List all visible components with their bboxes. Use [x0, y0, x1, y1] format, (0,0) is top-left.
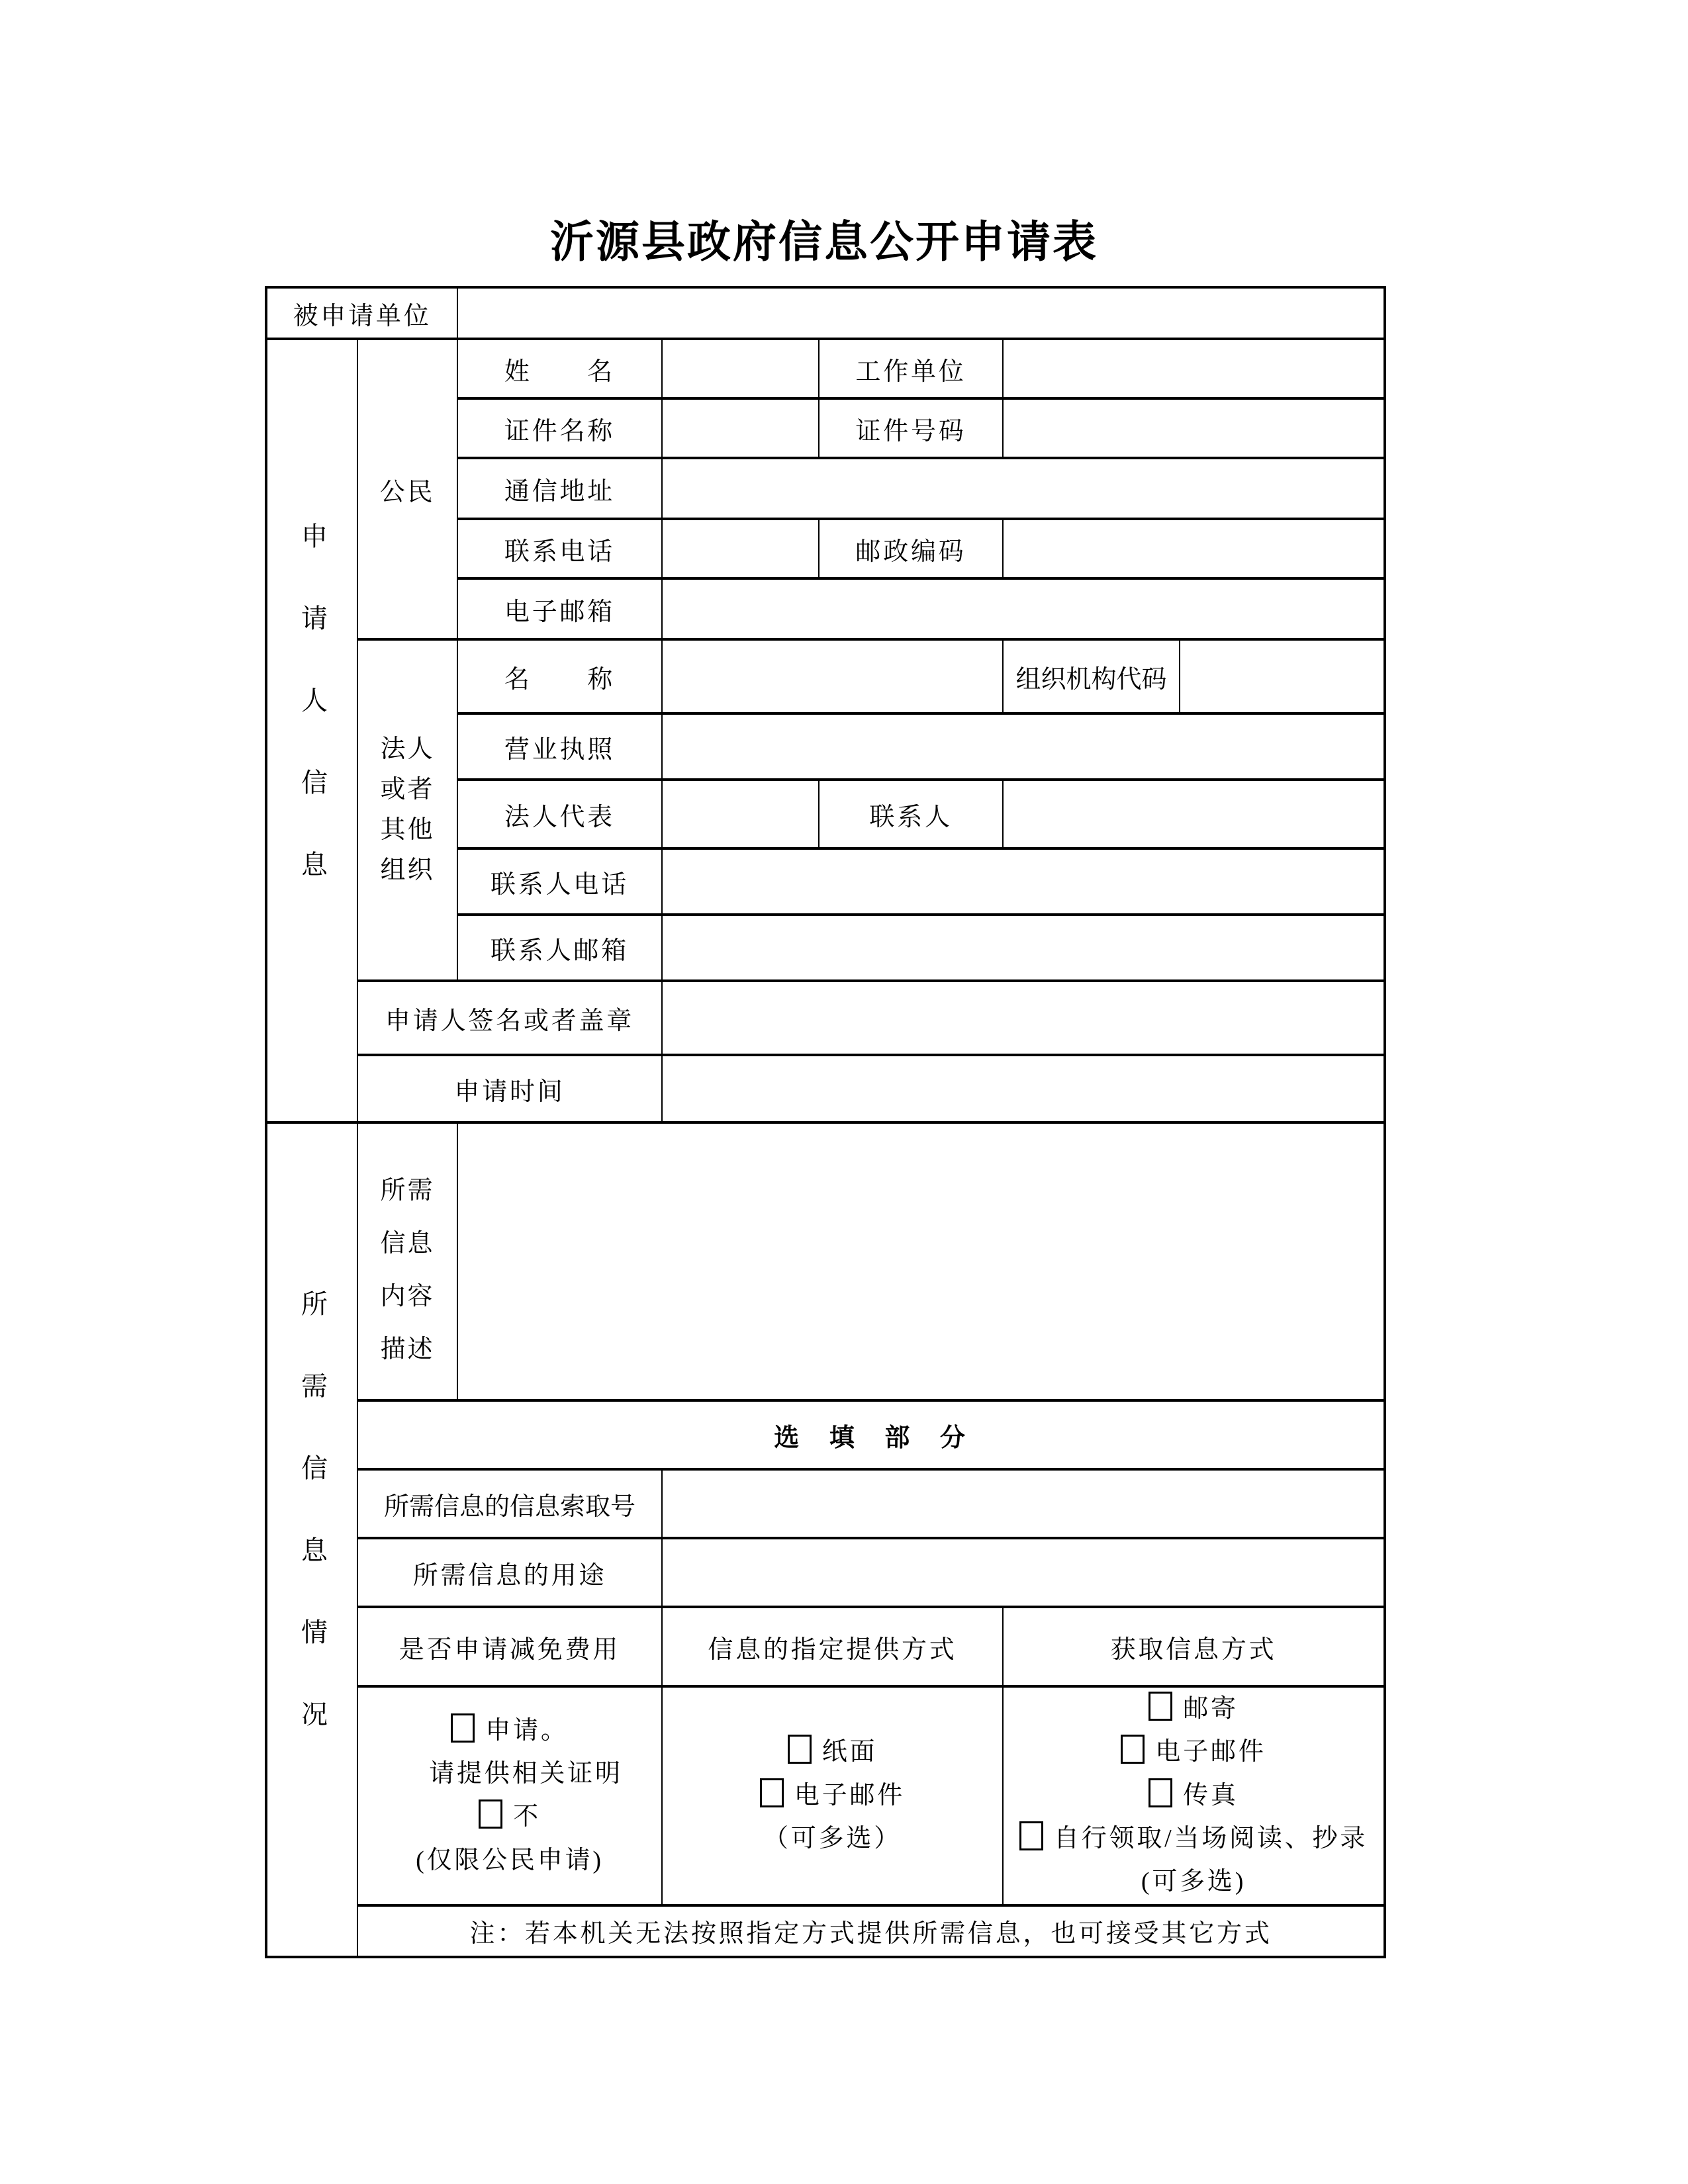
contact-email-input[interactable]: [662, 915, 1385, 981]
obtain-method-options: [1003, 1686, 1385, 1905]
respondent-label: 被申请单位: [266, 287, 457, 339]
info-section-vtext: 所需信息情况: [297, 1290, 328, 1783]
org-group-label: [357, 639, 457, 981]
info-purpose-label: 所需信息的用途: [357, 1538, 662, 1607]
address-label: 通信地址: [457, 458, 662, 519]
contact-phone-label: 联系人电话: [457, 848, 662, 915]
name-input[interactable]: [662, 339, 819, 398]
info-section-label: [266, 1122, 357, 1957]
fee-waiver-header: 是否申请减免费用: [357, 1607, 662, 1686]
postcode-label: 邮政编码: [819, 519, 1003, 578]
info-desc-input[interactable]: [457, 1122, 1385, 1400]
page-title: 沂源县政府信息公开申请表: [550, 218, 1098, 267]
fee-no-label: 不: [513, 1803, 541, 1831]
info-desc-text: 所需信息内容描述: [380, 1177, 435, 1363]
row-apply-time: [266, 1055, 1385, 1122]
work-unit-input[interactable]: [1003, 339, 1385, 398]
provide-method-options: [662, 1686, 1003, 1905]
license-input[interactable]: [662, 713, 1385, 780]
legal-rep-input[interactable]: [662, 780, 819, 848]
obtain-self-checkbox[interactable]: [1019, 1821, 1043, 1850]
id-number-label: 证件号码: [819, 398, 1003, 458]
row-optional-header: [266, 1400, 1385, 1469]
org-code-label: 组织机构代码: [1003, 639, 1180, 713]
info-desc-label: [357, 1122, 457, 1400]
license-label: 营业执照: [457, 713, 662, 780]
contact-phone-input[interactable]: [662, 848, 1385, 915]
email-input[interactable]: [662, 578, 1385, 639]
signature-input[interactable]: [662, 981, 1385, 1055]
row-footer-note: [266, 1905, 1385, 1957]
contact-label: 联系人: [819, 780, 1003, 848]
applicant-section-vtext: 申请人信息: [297, 522, 328, 933]
obtain-multi-note: (可多选): [1141, 1868, 1246, 1896]
row-option-headers: [266, 1607, 1385, 1686]
obtain-fax-checkbox[interactable]: [1149, 1778, 1172, 1807]
address-input[interactable]: [662, 458, 1385, 519]
phone-input[interactable]: [662, 519, 819, 578]
info-purpose-input[interactable]: [662, 1538, 1385, 1607]
org-name-label: 名 称: [457, 639, 662, 713]
provide-email-label: 电子邮件: [794, 1781, 906, 1809]
application-form-table: [265, 286, 1386, 1958]
email-label: 电子邮箱: [457, 578, 662, 639]
row-info-purpose: [266, 1538, 1385, 1607]
obtain-method-header: 获取信息方式: [1003, 1607, 1385, 1686]
apply-time-input[interactable]: [662, 1055, 1385, 1122]
citizen-group-label: 公民: [357, 339, 457, 639]
info-index-label: 所需信息的信息索取号: [357, 1469, 662, 1538]
fee-no-checkbox[interactable]: [479, 1799, 502, 1829]
row-info-index: [266, 1469, 1385, 1538]
footer-note: 注：若本机关无法按照指定方式提供所需信息，也可接受其它方式: [357, 1905, 1385, 1957]
id-number-input[interactable]: [1003, 398, 1385, 458]
provide-paper-label: 纸面: [821, 1738, 878, 1766]
fee-apply-label: 申请。: [485, 1716, 569, 1745]
fee-restrict-note: (仅限公民申请): [416, 1846, 604, 1874]
provide-multi-note: （可多选）: [763, 1825, 902, 1853]
respondent-input[interactable]: [457, 287, 1385, 339]
obtain-self-label: 自行领取/当场阅读、抄录: [1053, 1825, 1368, 1853]
row-option-checkboxes: [266, 1686, 1385, 1905]
obtain-mail-checkbox[interactable]: [1149, 1692, 1172, 1721]
obtain-email-checkbox[interactable]: [1121, 1735, 1145, 1764]
org-code-input[interactable]: [1180, 639, 1385, 713]
provide-method-header: 信息的指定提供方式: [662, 1607, 1003, 1686]
id-name-label: 证件名称: [457, 398, 662, 458]
contact-input[interactable]: [1003, 780, 1385, 848]
name-label: 姓 名: [457, 339, 662, 398]
fee-apply-checkbox[interactable]: [451, 1713, 475, 1743]
contact-email-label: 联系人邮箱: [457, 915, 662, 981]
signature-label: 申请人签名或者盖章: [357, 981, 662, 1055]
fee-apply-hint: 请提供相关证明: [429, 1760, 623, 1788]
org-group-text: 法人或者其他组织: [380, 735, 435, 884]
obtain-email-label: 电子邮件: [1155, 1738, 1266, 1766]
row-respondent: [266, 287, 1385, 339]
provide-email-checkbox[interactable]: [760, 1778, 784, 1807]
obtain-mail-label: 邮寄: [1183, 1695, 1239, 1723]
info-index-input[interactable]: [662, 1469, 1385, 1538]
legal-rep-label: 法人代表: [457, 780, 662, 848]
id-name-input[interactable]: [662, 398, 819, 458]
apply-time-label: 申请时间: [357, 1055, 662, 1122]
obtain-fax-label: 传真: [1183, 1781, 1239, 1809]
postcode-input[interactable]: [1003, 519, 1385, 578]
optional-part-header: 选 填 部 分: [357, 1400, 1385, 1469]
applicant-section-label: [266, 339, 357, 1122]
work-unit-label: 工作单位: [819, 339, 1003, 398]
phone-label: 联系电话: [457, 519, 662, 578]
provide-paper-checkbox[interactable]: [788, 1735, 812, 1764]
row-info-desc: [266, 1122, 1385, 1400]
row-signature: [266, 981, 1385, 1055]
row-citizen-name: [266, 339, 1385, 398]
row-org-name: [266, 639, 1385, 713]
fee-waiver-options: [357, 1686, 662, 1905]
org-name-input[interactable]: [662, 639, 1003, 713]
